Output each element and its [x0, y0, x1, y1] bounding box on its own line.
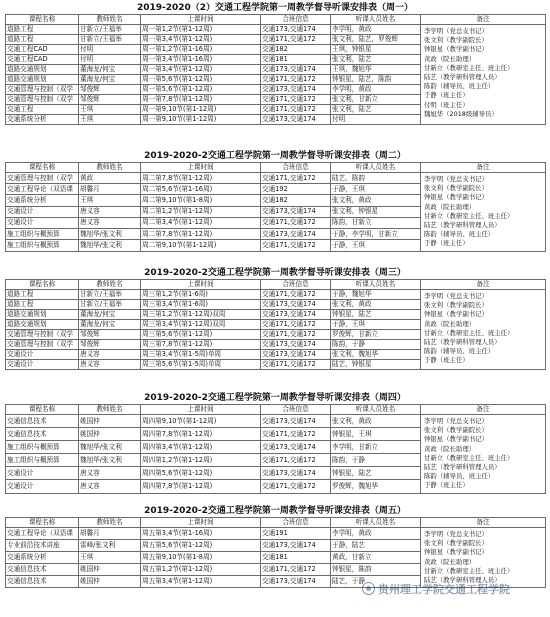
table-cell: 胡馨月 [79, 528, 141, 540]
table-cell: 周一第3,4节(第1-12周) [141, 35, 261, 45]
table-cell: 周一第5,6节(第1-12周) [141, 85, 261, 95]
table-cell: 钟银星，王琪 [331, 428, 421, 441]
note-line: 陆艺（教学研科管理人员） [424, 576, 501, 585]
table-cell: 付明 [79, 55, 141, 65]
table-cell: 唐义容 [79, 206, 141, 217]
note-line: 于静（班主任） [424, 356, 469, 365]
table-cell: 交通182 [261, 45, 331, 55]
table-cell: 交通工程 [6, 105, 79, 115]
table-cell: 张文利，甘新立 [331, 95, 421, 105]
note-line: 李学明（党总支书记） [424, 175, 488, 183]
table-cell: 交通173,交通174 [261, 467, 331, 480]
table-cell: 周三第3,4节(第1-5周)单周 [141, 350, 261, 360]
table-cell: 周二第1,2节(第1-12周) [141, 206, 261, 217]
table-cell: 邹俊辉 [79, 85, 141, 95]
table-cell: 董海龙/何宝 [79, 65, 141, 75]
table-cell: 周二第7,8节(第1-12周) [141, 229, 261, 240]
table-cell: 于静，陆艺 [331, 540, 421, 552]
table-cell: 交通173,交通174 [261, 85, 331, 95]
table-cell: 周二第5,6节(第1-16周) [141, 184, 261, 195]
table-cell: 于静，王琪 [331, 240, 421, 251]
table-cell: 周一第9,10节(第1-12周) [141, 115, 261, 125]
column-header: 教师姓名 [79, 518, 141, 528]
table-cell: 姚国仲 [79, 564, 141, 576]
table-cell: 交通工程导论（双语课 [6, 528, 79, 540]
note-line: 陈韵（辅导员、班主任） [424, 230, 495, 239]
column-header: 听课人员姓名 [331, 163, 421, 173]
column-header: 备注 [421, 518, 546, 528]
notes-cell [421, 415, 546, 494]
table-cell: 交通171,交通172 [261, 105, 331, 115]
table-cell: 交通系统分析 [6, 195, 79, 206]
table-cell: 于静，李学明，甘新立 [331, 229, 421, 240]
table-cell: 张文利，黄政 [331, 300, 421, 310]
note-line: 陆艺（教学研科管理人员） [424, 73, 501, 82]
wechat-icon [362, 582, 375, 595]
table-cell: 交通173,交通174 [261, 350, 331, 360]
table-cell: 交通171,交通172 [261, 217, 331, 228]
note-line: 陈韵（辅导员、班主任） [424, 82, 495, 91]
table-cell: 交通171,交通172 [261, 428, 331, 441]
table-cell: 周二第7,8节(第1-12周) [141, 173, 261, 184]
table-cell: 于静，王琪 [331, 184, 421, 195]
table-cell: 交通191 [261, 528, 331, 540]
column-header: 听课人员姓名 [331, 518, 421, 528]
table-cell: 交通171,交通172 [261, 330, 331, 340]
note-line: 魏旭华（2018级辅导员） [424, 109, 498, 118]
notes-cell [421, 528, 546, 588]
column-header: 听课人员姓名 [331, 280, 421, 290]
table-cell: 陆艺，于静 [331, 576, 421, 588]
column-header: 上课时间 [141, 15, 261, 25]
note-line: 陈韵（辅导员、班主任） [424, 347, 495, 356]
note-line: 张文利（教学副院长） [424, 426, 488, 435]
table-cell: 道路交通规划 [6, 65, 79, 75]
note-line: 张文利（教学副院长） [424, 301, 488, 310]
table-cell: 魏旭华/张文利 [79, 240, 141, 251]
table-cell: 李学明，甘新立 [331, 441, 421, 454]
table-cell: 陈韵，于静 [331, 454, 421, 467]
table-cell: 周一第1,2节(第1-12周) [141, 25, 261, 35]
table-cell: 黄政 [79, 173, 141, 184]
column-header: 上课时间 [141, 163, 261, 173]
column-header: 课程名称 [6, 163, 79, 173]
notes-cell [421, 173, 546, 252]
table-cell: 唐义容 [79, 360, 141, 370]
note-line: 钟银星（教学副书记） [424, 45, 488, 54]
table-cell: 交通181 [261, 552, 331, 564]
table-cell: 交通171,交通172 [261, 480, 331, 493]
table-cell: 周三第1,2节(第1-12周)双周 [141, 310, 261, 320]
table-row [6, 415, 546, 428]
table-cell: 董海龙/何宝 [79, 75, 141, 85]
note-line: 钟银星（教学副书记） [424, 310, 488, 319]
table-cell: 雷峰/张文利 [79, 540, 141, 552]
column-header: 合班信息 [261, 518, 331, 528]
notes-cell [421, 290, 546, 370]
table-cell: 邹俊辉 [79, 330, 141, 340]
table-cell: 罗俊辉，魏旭华 [331, 480, 421, 493]
table-cell: 交通设计 [6, 480, 79, 493]
table-row [6, 25, 546, 35]
table-cell: 道路工程 [6, 290, 79, 300]
table-cell: 钟银星，陆艺 [331, 467, 421, 480]
schedule-section [5, 267, 545, 370]
column-header: 合班信息 [261, 405, 331, 415]
note-line: 黄政（院长助理） [424, 557, 476, 566]
table-cell: 邹俊辉 [79, 95, 141, 105]
table-cell: 周二第9,10节(第1-12周) [141, 240, 261, 251]
note-line: 张文利（教学副院长） [424, 539, 488, 548]
table-cell: 唐义容 [79, 480, 141, 493]
table-cell: 唐义容 [79, 350, 141, 360]
schedule-section [5, 392, 545, 494]
table-row [6, 290, 546, 300]
table-cell: 张文利，陆艺 [331, 55, 421, 65]
schedule-section [5, 505, 545, 588]
table-cell: 邹俊辉 [79, 340, 141, 350]
table-cell: 施工组织与概预算 [6, 454, 79, 467]
note-line: 甘新立（教研室主任、班主任） [424, 328, 514, 337]
table-cell: 施工组织与概预算 [6, 229, 79, 240]
table-cell: 李学明，黄政 [331, 25, 421, 35]
table-cell: 姚国仲 [79, 415, 141, 428]
table-cell: 交通173,交通174 [261, 441, 331, 454]
schedule-table [5, 517, 546, 588]
table-cell: 交通171,交通172 [261, 240, 331, 251]
note-line: 于静（班主任） [424, 239, 469, 248]
table-cell: 道路工程 [6, 25, 79, 35]
note-line: 付明（班主任） [424, 100, 469, 109]
table-cell: 姚国仲 [79, 576, 141, 588]
note-line: 张文利（教学副院长） [424, 36, 488, 45]
note-line: 甘新立（教研室主任、班主任） [424, 211, 514, 220]
schedule-table [5, 162, 546, 252]
note-line: 黄政（院长助理） [424, 319, 476, 328]
column-header: 上课时间 [141, 518, 261, 528]
note-line: 李学明（党总支书记） [424, 292, 488, 300]
table-cell: 胡馨月 [79, 184, 141, 195]
header-row [6, 15, 546, 25]
column-header: 教师姓名 [79, 163, 141, 173]
schedule-section [5, 150, 545, 252]
table-cell: 董海龙/何宝 [79, 310, 141, 320]
table-cell: 周四第3,4节(第1-12周) [141, 441, 261, 454]
column-header: 听课人员姓名 [331, 405, 421, 415]
table-cell: 交通设计 [6, 206, 79, 217]
column-header: 合班信息 [261, 15, 331, 25]
column-header: 备注 [421, 163, 546, 173]
section-title: 2019-2020-2交通工程学院第一周教学督导听课安排表（周二） [144, 151, 406, 161]
section-title: 2019-2020（2）交通工程学院第一周教学督导听课安排表（周一） [136, 3, 414, 13]
table-cell: 专业前沿技术讲座 [6, 540, 79, 552]
table-cell: 唐义容 [79, 217, 141, 228]
table-cell: 甘新立/王福举 [79, 25, 141, 35]
table-cell: 交通信息技术 [6, 428, 79, 441]
table-cell: 周四第1,2节(第1-12周) [141, 454, 261, 467]
table-row [6, 528, 546, 540]
column-header: 课程名称 [6, 15, 79, 25]
table-cell: 王琪 [79, 195, 141, 206]
column-header: 课程名称 [6, 518, 79, 528]
table-cell: 交通173,交通174 [261, 25, 331, 35]
table-cell: 周三第5,6节(第1-12周) [141, 330, 261, 340]
column-header: 上课时间 [141, 405, 261, 415]
table-row [6, 173, 546, 184]
note-line: 钟银星（教学副书记） [424, 193, 488, 202]
column-header: 合班信息 [261, 163, 331, 173]
header-row [6, 163, 546, 173]
table-cell: 道路工程 [6, 300, 79, 310]
note-line: 李学明（党总支书记） [424, 27, 488, 35]
table-cell: 周三第7,8节(第1-12周) [141, 340, 261, 350]
table-cell: 陆艺，陈韵 [331, 173, 421, 184]
table-cell: 甘新立/王福举 [79, 35, 141, 45]
note-line: 甘新立（教研室主任、班主任） [424, 63, 514, 72]
table-cell: 周一第3,4节(第1-16周) [141, 55, 261, 65]
table-cell: 交通工程CAD [6, 55, 79, 65]
section-title: 2019-2020-2交通工程学院第一周教学督导听课安排表（周三） [144, 268, 406, 278]
table-cell: 于静，王琪 [331, 320, 421, 330]
table-cell: 周五第1,2节(第1-12周) [141, 564, 261, 576]
table-cell: 钟银星，陈韵 [331, 564, 421, 576]
table-cell: 交通工程导论（双语课 [6, 184, 79, 195]
table-cell: 道路交通规划 [6, 75, 79, 85]
table-cell: 甘新立/王福举 [79, 300, 141, 310]
table-cell: 交通173,交通174 [261, 300, 331, 310]
schedule-table [5, 14, 546, 125]
table-cell: 张文利，黄政 [331, 415, 421, 428]
table-cell: 交通173,交通174 [261, 415, 331, 428]
note-line: 黄政（院长助理） [424, 54, 476, 63]
table-cell: 交通设计 [6, 360, 79, 370]
column-header: 备注 [421, 280, 546, 290]
table-cell: 周二第3,4节(第1-12周) [141, 217, 261, 228]
note-line: 张文利（教学副院长） [424, 184, 488, 193]
table-cell: 周四第7,8节(第1-12周) [141, 428, 261, 441]
table-cell: 周五第9,10节(第1-8周) [141, 552, 261, 564]
table-cell: 付明 [331, 115, 421, 125]
table-cell: 周四第5,6节(第1-12周) [141, 467, 261, 480]
table-cell: 交通管理与控制（双学 [6, 173, 79, 184]
table-cell: 张文利，黄政 [331, 195, 421, 206]
table-cell: 交通173,交通174 [261, 115, 331, 125]
table-cell: 施工组织与概预算 [6, 240, 79, 251]
column-header: 上课时间 [141, 280, 261, 290]
table-cell: 交通171,交通172 [261, 95, 331, 105]
table-cell: 罗俊辉，甘新立 [331, 330, 421, 340]
note-line: 陆艺（教学研科管理人员） [424, 463, 501, 472]
table-cell: 陈韵，于静 [331, 340, 421, 350]
note-line: 李学明（党总支书记） [424, 530, 488, 538]
column-header: 教师姓名 [79, 280, 141, 290]
table-cell: 交通管理与控制（双学 [6, 85, 79, 95]
table-cell: 交通173,交通174 [261, 310, 331, 320]
note-line: 陆艺（教学研科管理人员） [424, 338, 501, 347]
table-cell: 唐义容 [79, 467, 141, 480]
column-header: 备注 [421, 405, 546, 415]
table-cell: 周三第1,2节(第1-6周) [141, 290, 261, 300]
table-cell: 周三第3,4节(第1-12周)双周 [141, 320, 261, 330]
table-cell: 交通173,交通174 [261, 340, 331, 350]
table-cell: 交通系统分析 [6, 115, 79, 125]
table-cell: 周一第7,8节(第1-12周) [141, 95, 261, 105]
table-cell: 周五第3,4节(第1-16周) [141, 528, 261, 540]
note-line: 于静（班主任） [424, 91, 469, 100]
note-line: 黄政（院长助理） [424, 202, 476, 211]
table-cell: 交通工程CAD [6, 45, 79, 55]
schedule-table [5, 404, 546, 494]
table-cell: 魏旭华/张文利 [79, 441, 141, 454]
table-cell: 道路工程 [6, 35, 79, 45]
header-row [6, 518, 546, 528]
table-cell: 交通171,交通172 [261, 75, 331, 85]
note-line: 甘新立（教研室主任、班主任） [424, 566, 514, 575]
table-cell: 甘新立/王福举 [79, 290, 141, 300]
table-cell: 王琪，魏旭华 [331, 65, 421, 75]
table-cell: 黄政，甘新立 [331, 552, 421, 564]
note-line: 黄政（院长助理） [424, 444, 476, 453]
table-cell: 钟银星，陆艺 [331, 310, 421, 320]
section-title: 2019-2020-2交通工程学院第一周教学督导听课安排表（周五） [144, 506, 406, 516]
table-cell: 施工组织与概预算 [6, 441, 79, 454]
column-header: 教师姓名 [79, 405, 141, 415]
note-line: 甘新立（教研室主任、班主任） [424, 453, 514, 462]
table-cell: 周一第3,4节(第1-12周) [141, 65, 261, 75]
column-header: 听课人员姓名 [331, 15, 421, 25]
table-cell: 交通171,交通172 [261, 360, 331, 370]
note-line: 钟银星（教学副书记） [424, 548, 488, 557]
table-cell: 交通171,交通172 [261, 454, 331, 467]
table-cell: 张文利，陆艺，罗俊辉 [331, 35, 421, 45]
notes-cell [421, 25, 546, 125]
column-header: 课程名称 [6, 280, 79, 290]
table-cell: 交通管理与控制（双学 [6, 330, 79, 340]
note-line: 陈韵（辅导员、班主任） [424, 472, 495, 481]
table-cell: 交通设计 [6, 217, 79, 228]
section-title: 2019-2020-2交通工程学院第一周教学督导听课安排表（周四） [144, 393, 406, 403]
table-cell: 交通设计 [6, 350, 79, 360]
table-cell: 王琪 [79, 552, 141, 564]
table-cell: 交通171,交通172 [261, 35, 331, 45]
table-cell: 周四第9,10节(第1-12周) [141, 415, 261, 428]
note-line: 钟银星（教学副书记） [424, 435, 488, 444]
table-cell: 交通182 [261, 195, 331, 206]
table-cell: 付明 [79, 45, 141, 55]
note-line: 于静（班主任） [424, 481, 469, 490]
table-cell: 道路交通规划 [6, 320, 79, 330]
table-cell: 周四第7,8节(第1-12周) [141, 480, 261, 493]
table-cell: 交通173,交通174 [261, 576, 331, 588]
column-header: 合班信息 [261, 280, 331, 290]
table-cell: 李学明，黄政 [331, 528, 421, 540]
table-cell: 周五第3,4节(第1-12周) [141, 576, 261, 588]
table-cell: 姚国仲 [79, 428, 141, 441]
table-cell: 交通171,交通172 [261, 564, 331, 576]
table-cell: 交通设计 [6, 467, 79, 480]
table-cell: 周一第9,10节(第1-12周) [141, 105, 261, 115]
table-cell: 周一第5,6节(第1-12周) [141, 75, 261, 85]
watermark-text: 贵州理工学院交通工程学院 [378, 583, 510, 596]
table-cell: 李学明，黄政 [331, 85, 421, 95]
table-cell: 于静，魏旭华 [331, 290, 421, 300]
header-row [6, 280, 546, 290]
table-cell: 交通系统分析 [6, 552, 79, 564]
schedule-table [5, 279, 546, 370]
table-cell: 交通171,交通172 [261, 173, 331, 184]
table-cell: 董海龙/何宝 [79, 320, 141, 330]
column-header: 课程名称 [6, 405, 79, 415]
column-header: 备注 [421, 15, 546, 25]
table-cell: 交通192 [261, 184, 331, 195]
table-cell: 交通173,交通174 [261, 229, 331, 240]
table-cell: 交通管理与控制（双学 [6, 95, 79, 105]
table-cell: 交通171,交通172 [261, 290, 331, 300]
note-line: 李学明（党总支书记） [424, 417, 488, 425]
table-cell: 交通173,交通174 [261, 206, 331, 217]
table-cell: 道路交通规划 [6, 310, 79, 320]
table-cell: 周五第5,6节(第1-12周) [141, 540, 261, 552]
table-cell: 王琪 [79, 115, 141, 125]
table-cell: 魏旭华/张文利 [79, 229, 141, 240]
note-line: 陆艺（教学研科管理人员） [424, 221, 501, 230]
schedule-section [5, 2, 545, 125]
table-cell: 王琪 [79, 105, 141, 115]
table-cell: 陈韵，甘新立 [331, 217, 421, 228]
table-cell: 张文利，陆艺 [331, 105, 421, 115]
table-cell: 陆艺，钟银星 [331, 360, 421, 370]
header-row [6, 405, 546, 415]
table-cell: 周三第5,6节(第1-5周)单周 [141, 360, 261, 370]
table-cell: 张文利，钟银星 [331, 206, 421, 217]
table-cell: 周二第9,10节(第1-8周) [141, 195, 261, 206]
table-cell: 王琪，钟银星 [331, 45, 421, 55]
table-cell: 交通信息技术 [6, 564, 79, 576]
table-cell: 交通171,交通172 [261, 320, 331, 330]
table-cell: 魏旭华/张文利 [79, 454, 141, 467]
table-cell: 交通信息技术 [6, 415, 79, 428]
table-cell: 交通信息技术 [6, 576, 79, 588]
table-cell: 张文利，魏旭华 [331, 350, 421, 360]
table-cell: 周一第1,2节(第1-16周) [141, 45, 261, 55]
table-cell: 钟银星，陆艺，陈韵 [331, 75, 421, 85]
column-header: 教师姓名 [79, 15, 141, 25]
table-cell: 交通181 [261, 55, 331, 65]
table-cell: 交通173,交通174 [261, 540, 331, 552]
table-cell: 周三第3,4节(第1-6周) [141, 300, 261, 310]
watermark [362, 582, 548, 598]
table-cell: 交通173,交通174 [261, 65, 331, 75]
table-cell: 交通管理与控制（双学 [6, 340, 79, 350]
